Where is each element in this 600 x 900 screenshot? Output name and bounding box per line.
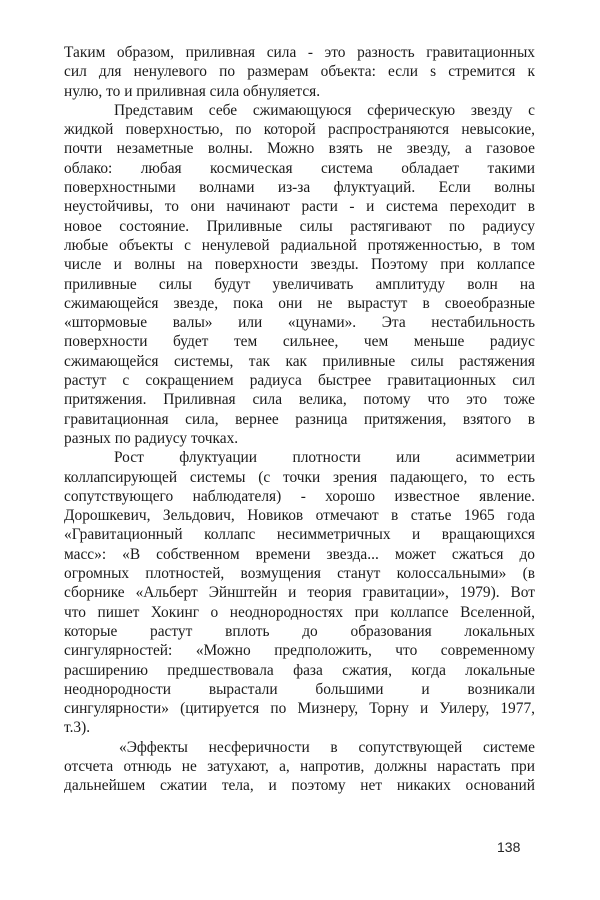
- text-line: дальнейшем сжатии тела, и поэтому нет никаких оснований: [64, 777, 535, 795]
- text-line: огромных плотностей, возмущения станут колоссальными» (в: [64, 565, 535, 583]
- text-line: расширению предшествовала фаза сжатия, когда локальные: [64, 661, 535, 679]
- text-line: «Гравитационный коллапс несимметричных и вращающихся: [64, 526, 535, 544]
- text-line: «штормовые валы» или «цунами». Эта нестабильность: [64, 314, 535, 332]
- text-line: приливные силы будут увеличивать амплитуду волн на: [64, 275, 535, 293]
- text-line: сингулярности» (цитируется по Мизнеру, Торну и Уилеру, 1977,: [64, 700, 535, 718]
- text-line: разных по радиусу точках.: [64, 429, 239, 447]
- paragraph-1: [64, 43, 535, 101]
- text-line: притяжения. Приливная сила велика, потому что это тоже: [64, 391, 535, 409]
- paragraph-3: [64, 448, 535, 737]
- text-line: сопутствующего наблюдателя) - хорошо известное явление.: [64, 487, 535, 505]
- text-line: новое состояние. Приливные силы растягивают по радиусу: [64, 217, 535, 235]
- text-line: жидкой поверхностью, по которой распространяются невысокие,: [64, 121, 535, 139]
- text-line: отсчета отнюдь не затухают, а, напротив, должны нарастать при: [64, 757, 535, 775]
- text-line: сжимающейся системы, так как приливные силы растяжения: [64, 352, 535, 370]
- text-line: поверхности будет тем сильнее, чем меньше радиус: [64, 333, 535, 351]
- text-line: Таким образом, приливная сила - это разность гравитационных: [64, 44, 535, 61]
- text-line: сборнике «Альберт Эйнштейн и теория гравитации», 1979). Вот: [64, 584, 535, 602]
- text-line: почти незаметные волны. Можно взять не звезду, а газовое: [64, 140, 535, 158]
- text-line: поверхностными волнами из-за флуктуаций. Если волны: [64, 179, 535, 197]
- text-line: любые объекты с ненулевой радиальной протяженностью, в том: [64, 236, 535, 254]
- text-line: Дорошкевич, Зельдович, Новиков отмечают в статье 1965 года: [64, 507, 535, 525]
- text-line: которые растут вплоть до образования локальных: [64, 622, 535, 640]
- text-line: Рост флуктуации плотности или асимметрии: [114, 449, 535, 467]
- text-line: т.3).: [64, 719, 91, 737]
- paragraph-2: [64, 101, 535, 448]
- paragraph-4: [64, 738, 535, 796]
- text-line: гравитационная сила, вернее разница притяжения, взятого в: [64, 410, 535, 428]
- text-line: неоднородности вырастали большими и возникали: [64, 680, 535, 698]
- text-line: Представим себе сжимающуюся сферическую звезду с: [114, 101, 535, 119]
- text-line: сил для ненулевого по размерам объекта: если s стремится к: [64, 63, 535, 81]
- body-text: [64, 43, 535, 796]
- text-line: что пишет Хокинг о неоднородностях при коллапсе Вселенной,: [64, 603, 535, 621]
- text-line: нулю, то и приливная сила обнуляется.: [64, 82, 321, 100]
- text-line: коллапсирующей системы (с точки зрения падающего, то есть: [64, 468, 535, 486]
- page-number: 138: [497, 839, 521, 855]
- text-line: «Эффекты несферичности в сопутствующей системе: [119, 738, 535, 756]
- text-line: сингулярностей: «Можно предположить, что современному: [64, 642, 535, 660]
- text-line: облако: любая космическая система обладает такими: [64, 159, 535, 177]
- text-line: числе и волны на поверхности звезды. Поэтому при коллапсе: [64, 256, 535, 274]
- text-line: масс»: «В собственном времени звезда... может сжаться до: [64, 545, 535, 563]
- text-line: сжимающейся звезде, пока они не вырастут в своеобразные: [64, 294, 535, 312]
- text-line: растут с сокращением радиуса быстрее гравитационных сил: [64, 372, 535, 390]
- text-line: неустойчивы, то они начинают расти - и система переходит в: [64, 198, 535, 216]
